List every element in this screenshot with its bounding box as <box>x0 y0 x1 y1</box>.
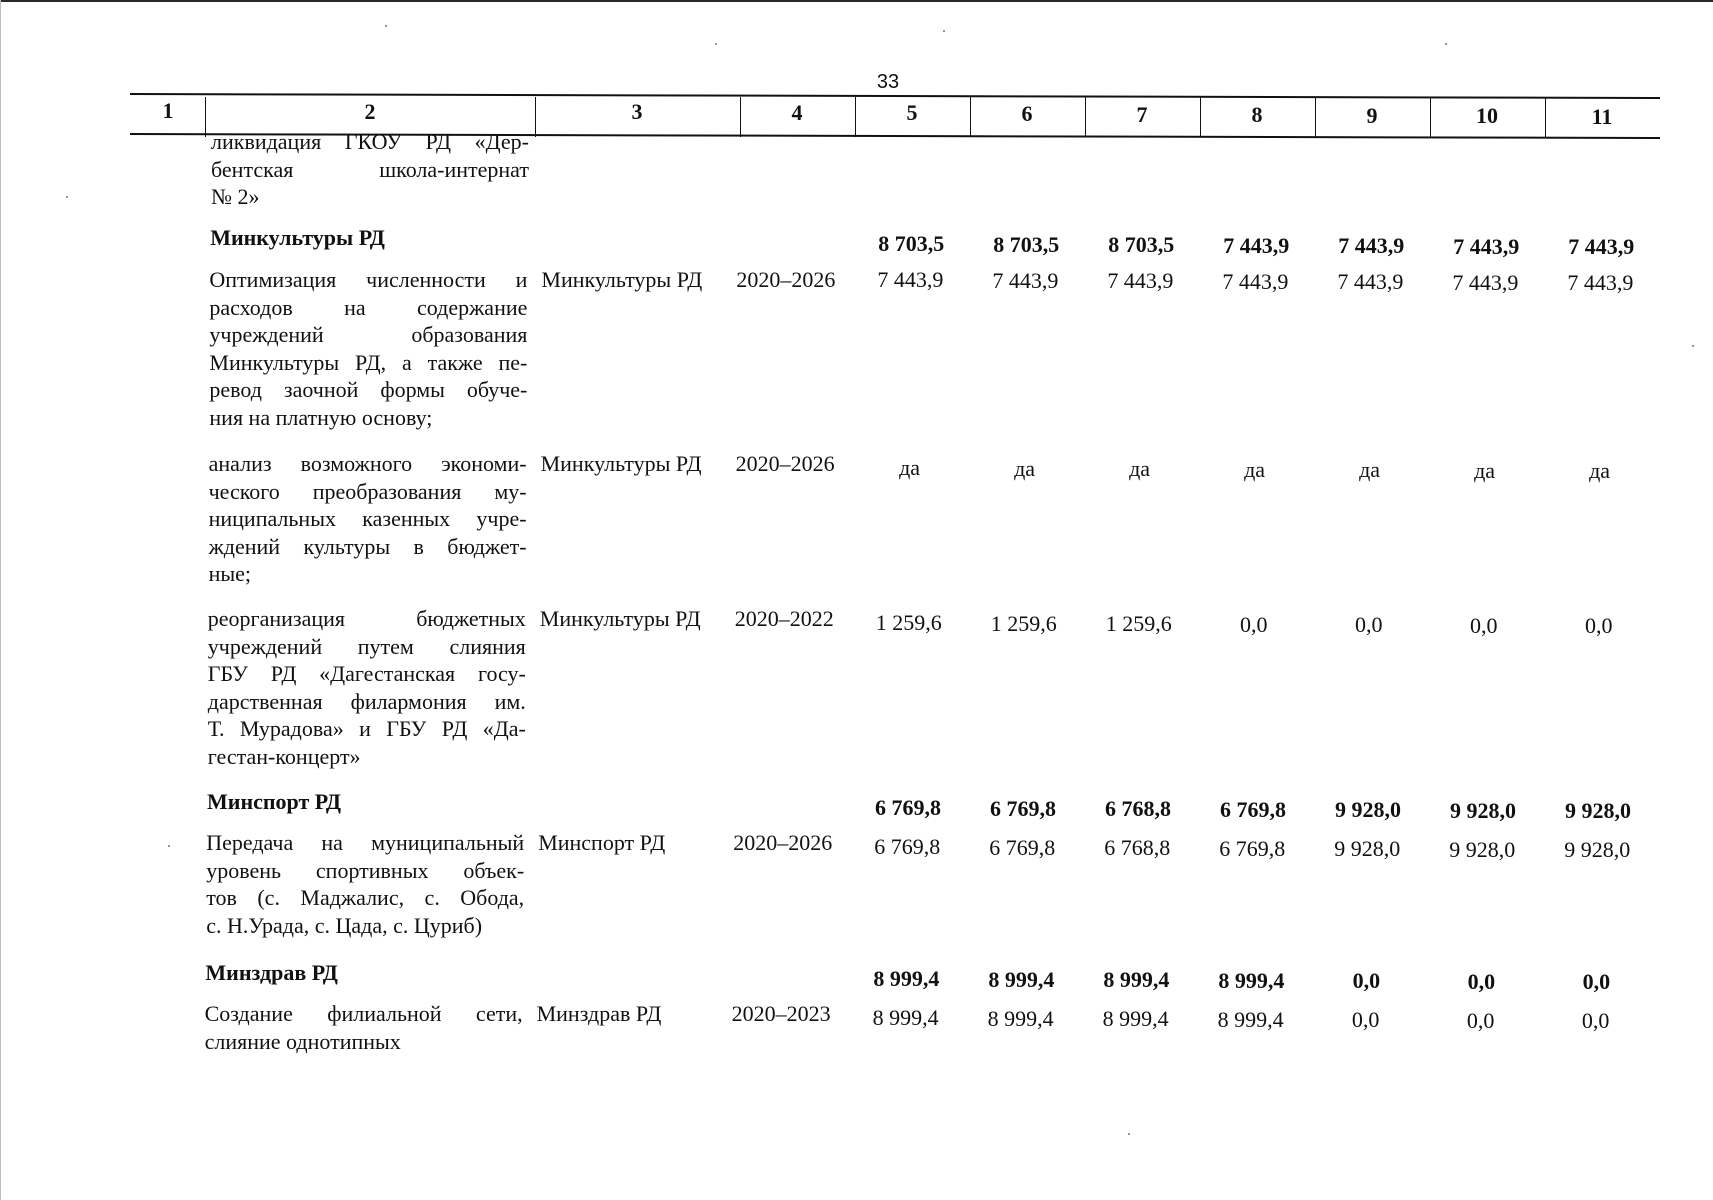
value-col-8: 6 769,8 <box>1220 796 1286 822</box>
header-column-divider <box>970 97 971 137</box>
value-col-6: да <box>1014 455 1036 481</box>
header-column-divider <box>740 97 741 137</box>
group-heading <box>205 959 523 987</box>
value-col-6: 6 769,8 <box>989 834 1056 860</box>
description-line: слияние однотипных <box>204 1028 401 1054</box>
value-col-7: да <box>1129 456 1151 482</box>
value-col-5: да <box>899 455 921 480</box>
value-col-6: 8 999,4 <box>987 1005 1054 1031</box>
value-col-8: да <box>1244 456 1266 482</box>
value-col-7: 8 999,4 <box>1103 967 1170 993</box>
description-line: Т. Мурадова» и ГБУ РД «Да- <box>207 716 526 741</box>
header-column-divider <box>1315 97 1316 137</box>
value-col-8: 8 999,4 <box>1217 1006 1284 1032</box>
row-description <box>209 266 527 431</box>
value-col-10: 7 443,9 <box>1452 269 1519 295</box>
value-col-11: 9 928,0 <box>1564 837 1631 863</box>
column-header-11: 11 <box>1591 104 1613 129</box>
scan-edge <box>0 0 1713 2</box>
scan-speck <box>943 30 945 32</box>
value-col-9: да <box>1359 457 1381 483</box>
group-heading <box>210 224 528 252</box>
column-header-5: 5 <box>906 100 918 126</box>
value-col-10: да <box>1474 457 1496 483</box>
row-description <box>205 1000 523 1055</box>
value-col-7: 1 259,6 <box>1105 611 1172 637</box>
value-col-9: 7 443,9 <box>1337 269 1404 295</box>
group-heading <box>207 788 525 816</box>
row-description <box>208 605 526 770</box>
value-col-7: 6 768,8 <box>1104 835 1171 861</box>
value-col-10: 0,0 <box>1470 612 1498 638</box>
column-header-2: 2 <box>364 98 376 124</box>
row-executor: Минкультуры РД <box>540 451 702 476</box>
header-column-divider <box>1200 97 1201 137</box>
description-line: анализ возможного экономи- <box>208 451 527 476</box>
value-col-11: 0,0 <box>1582 969 1611 995</box>
value-col-6: 8 999,4 <box>988 966 1055 992</box>
value-col-9: 7 443,9 <box>1338 233 1405 259</box>
description-line: гестан-концерт» <box>207 743 361 769</box>
description-line: реорганизация бюджетных <box>207 606 526 631</box>
description-line: с. Н.Урада, с. Цада, с. Цуриб) <box>206 912 483 938</box>
value-col-5: 8 703,5 <box>878 231 945 256</box>
description-line: ГБУ РД «Дагестанская госу- <box>207 661 526 686</box>
value-col-9: 0,0 <box>1351 1007 1380 1033</box>
description-line: ные; <box>208 561 252 586</box>
scan-edge-left <box>0 0 1 1200</box>
value-col-8: 7 443,9 <box>1222 268 1289 294</box>
header-column-divider <box>1085 97 1086 137</box>
description-line: бентская школа-интернат <box>211 156 529 182</box>
row-period: 2020–2026 <box>736 267 836 292</box>
header-column-divider <box>205 97 206 137</box>
row-period: 2020–2026 <box>735 451 835 476</box>
row-executor: Минкультуры РД <box>539 606 701 631</box>
scan-speck <box>168 845 170 847</box>
description-line: тов (с. Маджалис, с. Обода, <box>206 885 525 910</box>
value-col-10: 0,0 <box>1466 1007 1495 1033</box>
value-col-8: 0,0 <box>1240 611 1268 637</box>
value-col-9: 9 928,0 <box>1334 836 1401 862</box>
header-column-divider <box>855 97 856 137</box>
row-executor: Минздрав РД <box>536 1001 662 1026</box>
description-line: Передача на муниципальный <box>206 830 525 855</box>
value-col-11: 0,0 <box>1581 1008 1610 1034</box>
value-col-10: 7 443,9 <box>1453 233 1520 259</box>
description-line: ликвидация ГКОУ РД «Дер- <box>211 129 529 154</box>
row-period: 2020–2026 <box>733 830 833 855</box>
page-number: 33 <box>876 71 900 93</box>
value-col-5: 1 259,6 <box>875 610 942 635</box>
description-line: учреждений путем слияния <box>207 633 526 659</box>
value-col-5: 6 769,8 <box>875 795 941 820</box>
description-line: Оптимизация численности и <box>209 267 528 292</box>
scan-speck <box>1128 1133 1130 1135</box>
value-col-10: 9 928,0 <box>1449 836 1516 862</box>
value-col-7: 8 703,5 <box>1108 232 1175 258</box>
value-col-8: 6 769,8 <box>1219 835 1286 861</box>
value-col-9: 9 928,0 <box>1335 797 1401 823</box>
row-description <box>209 450 527 588</box>
row-executor: Минспорт РД <box>538 830 666 855</box>
value-col-8: 8 999,4 <box>1218 967 1285 993</box>
description-line: дарственная филармония им. <box>207 688 526 714</box>
value-col-11: 7 443,9 <box>1567 270 1634 296</box>
description-line: Создание филиальной сети, <box>204 1001 523 1026</box>
scan-speck <box>66 196 68 198</box>
description-line: ния на платную основу; <box>209 404 433 430</box>
scan-speck <box>1692 345 1694 347</box>
value-col-11: 7 443,9 <box>1568 234 1635 260</box>
value-col-10: 0,0 <box>1467 968 1496 994</box>
header-column-divider <box>1545 97 1546 137</box>
row-executor: Минкультуры РД <box>541 267 703 292</box>
column-header-1: 1 <box>162 98 174 123</box>
description-line: Минздрав РД <box>205 960 338 985</box>
value-col-5: 8 999,4 <box>872 1005 939 1030</box>
row-period: 2020–2022 <box>734 606 834 631</box>
value-col-8: 7 443,9 <box>1223 232 1290 258</box>
value-col-5: 8 999,4 <box>873 966 940 991</box>
description-line: Минкультуры РД <box>210 225 385 250</box>
value-col-5: 6 769,8 <box>874 834 941 859</box>
value-col-10: 9 928,0 <box>1450 797 1516 823</box>
value-col-6: 8 703,5 <box>993 231 1060 257</box>
description-line: ниципальных казенных учре- <box>208 506 527 531</box>
value-col-7: 7 443,9 <box>1107 268 1174 294</box>
value-col-9: 0,0 <box>1352 968 1381 994</box>
row-period: 2020–2023 <box>731 1001 831 1026</box>
column-header-7: 7 <box>1136 101 1148 127</box>
column-header-10: 10 <box>1476 103 1498 129</box>
scan-speck <box>715 43 717 45</box>
value-col-7: 6 768,8 <box>1105 796 1171 822</box>
description-line: Минкультуры РД, а также пе- <box>209 349 528 375</box>
description-line: ревод заочной формы обуче- <box>209 377 528 402</box>
value-col-11: 9 928,0 <box>1565 798 1631 824</box>
row-description <box>206 829 524 939</box>
value-col-7: 8 999,4 <box>1102 1006 1169 1032</box>
value-col-11: да <box>1589 458 1611 484</box>
scan-speck <box>385 25 387 27</box>
description-line: Минспорт РД <box>207 789 342 814</box>
header-column-divider <box>535 97 536 137</box>
scan-speck <box>1445 43 1447 45</box>
description-line: учреждений образования <box>209 322 528 347</box>
description-line: уровень спортивных объек- <box>206 857 525 883</box>
description-line: расходов на содержание <box>209 294 528 320</box>
column-header-6: 6 <box>1021 101 1033 126</box>
row-description <box>211 128 529 211</box>
column-header-3: 3 <box>631 99 643 125</box>
description-line: № 2» <box>211 184 260 209</box>
column-header-8: 8 <box>1251 102 1263 128</box>
value-col-11: 0,0 <box>1585 613 1613 639</box>
value-col-5: 7 443,9 <box>877 267 944 292</box>
column-header-9: 9 <box>1366 102 1378 128</box>
value-col-6: 7 443,9 <box>992 267 1059 293</box>
value-col-9: 0,0 <box>1355 612 1383 638</box>
description-line: ческого преобразования му- <box>208 478 527 504</box>
column-header-4: 4 <box>791 99 803 125</box>
value-col-6: 1 259,6 <box>990 610 1057 636</box>
value-col-6: 6 769,8 <box>990 795 1056 821</box>
description-line: ждений культуры в бюджет- <box>208 533 527 559</box>
header-column-divider <box>1430 97 1431 137</box>
